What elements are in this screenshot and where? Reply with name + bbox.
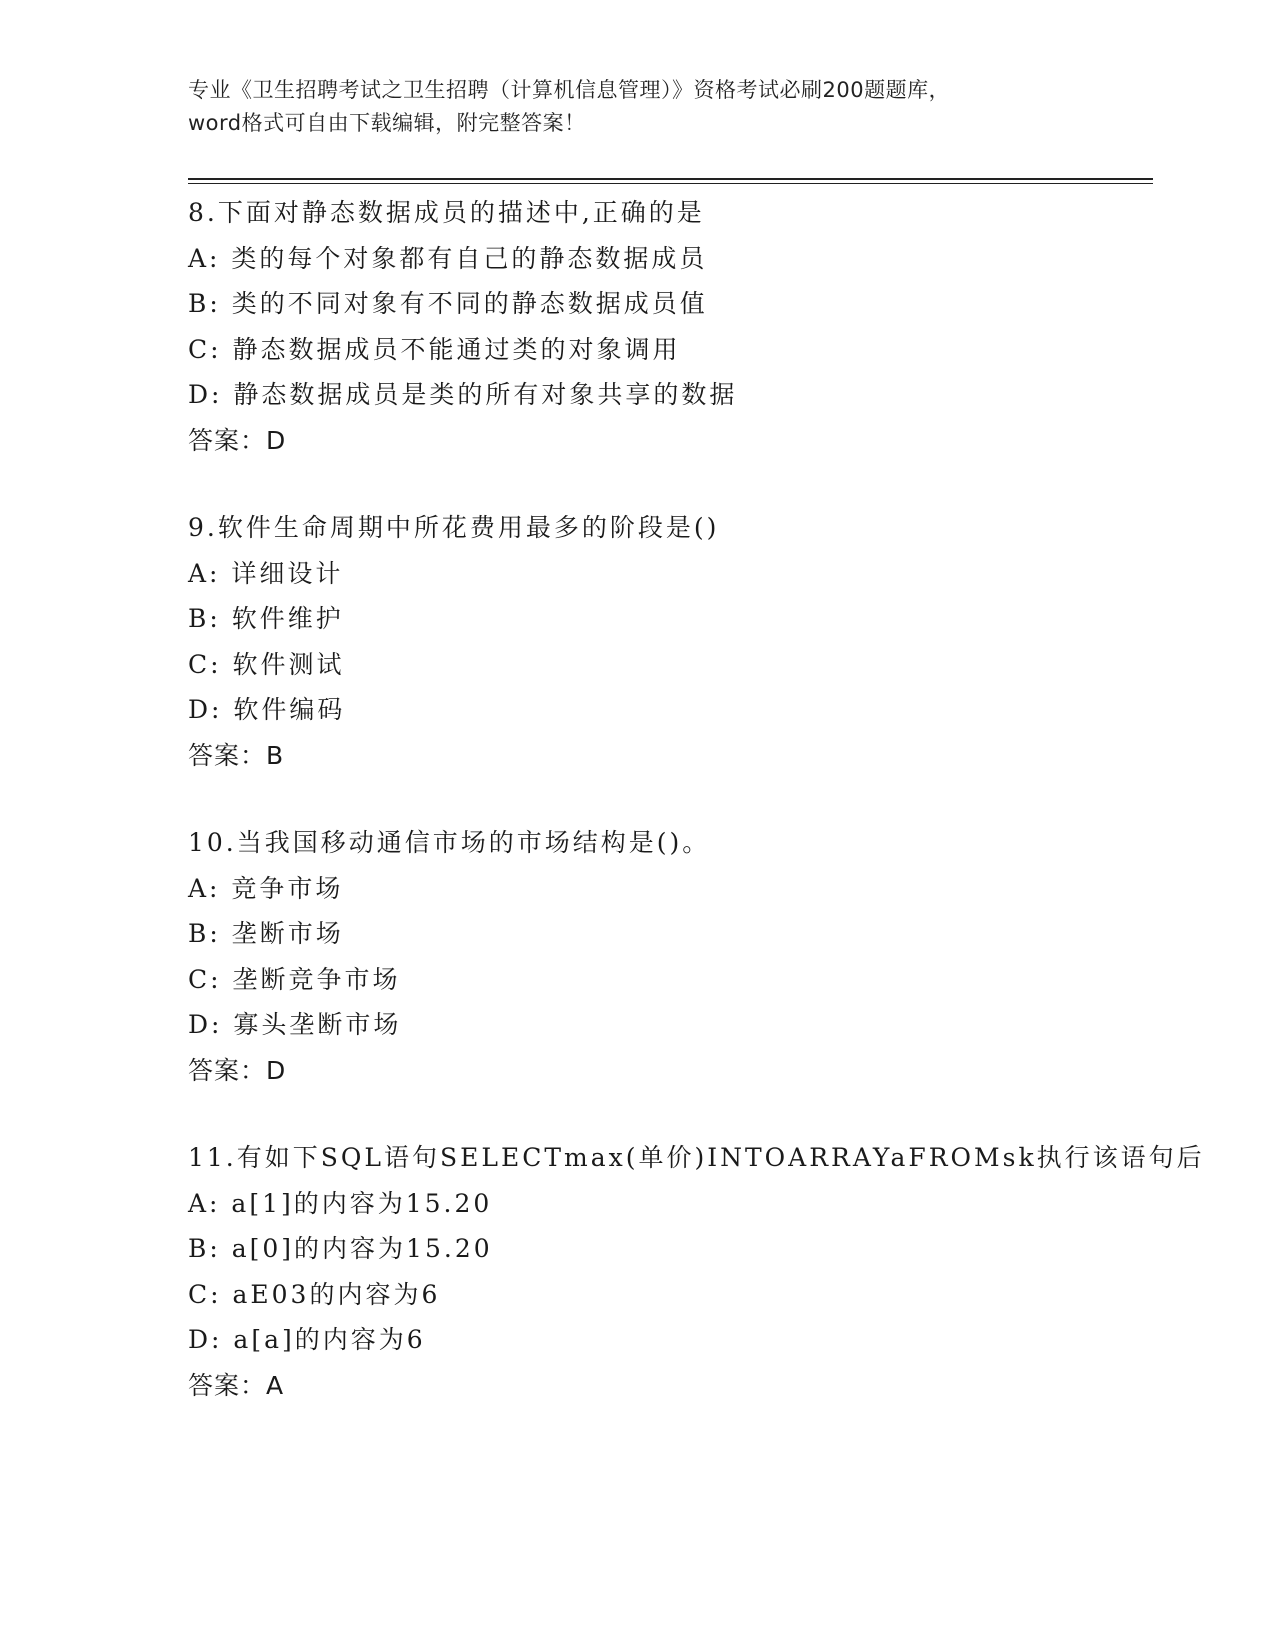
option-c: C: aE03的内容为6: [188, 1279, 441, 1309]
question-stem: 11.有如下SQL语句SELECTmax(单价)INTOARRAYaFROMsk执行该语句后: [188, 1143, 1205, 1172]
question-stem: 8.下面对静态数据成员的描述中,正确的是: [188, 198, 705, 227]
answer: 答案：A: [188, 1370, 285, 1400]
option-d: D: 静态数据成员是类的所有对象共享的数据: [188, 380, 738, 409]
option-d: D: 寡头垄断市场: [188, 1010, 402, 1039]
question-list: [188, 190, 1205, 1450]
question-9: [188, 505, 1148, 778]
answer: 答案：B: [188, 740, 285, 770]
header-line-1: 专业《卫生招聘考试之卫生招聘（计算机信息管理）》资格考试必刷200题题库，: [188, 78, 951, 102]
option-c: C: 垄断竞争市场: [188, 964, 401, 994]
option-d: D: 软件编码: [188, 695, 346, 724]
option-a: A: 竞争市场: [188, 873, 344, 903]
question-10: [188, 820, 1148, 1093]
question-stem: 9.软件生命周期中所花费用最多的阶段是(): [188, 513, 720, 542]
question-stem: 10.当我国移动通信市场的市场结构是()。: [188, 828, 711, 857]
option-b: B: 软件维护: [188, 604, 344, 633]
option-b: B: 类的不同对象有不同的静态数据成员值: [188, 289, 708, 318]
option-a: A: a[1]的内容为15.20: [188, 1188, 493, 1218]
option-a: A: 详细设计: [188, 558, 344, 588]
question-8: [188, 190, 1148, 463]
header-divider-thick: [188, 178, 1153, 180]
document-header: [188, 74, 1088, 140]
option-c: C: 静态数据成员不能通过类的对象调用: [188, 334, 681, 364]
option-d: D: a[a]的内容为6: [188, 1325, 426, 1354]
option-b: B: 垄断市场: [188, 919, 344, 948]
option-a: A: 类的每个对象都有自己的静态数据成员: [188, 243, 708, 273]
option-c: C: 软件测试: [188, 649, 345, 679]
answer: 答案：D: [188, 425, 287, 455]
answer: 答案：D: [188, 1055, 287, 1085]
option-b: B: a[0]的内容为15.20: [188, 1234, 493, 1263]
header-line-2: word格式可自由下载编辑，附完整答案！: [188, 111, 586, 135]
header-divider-thin: [188, 183, 1153, 184]
question-11: [188, 1135, 1205, 1408]
